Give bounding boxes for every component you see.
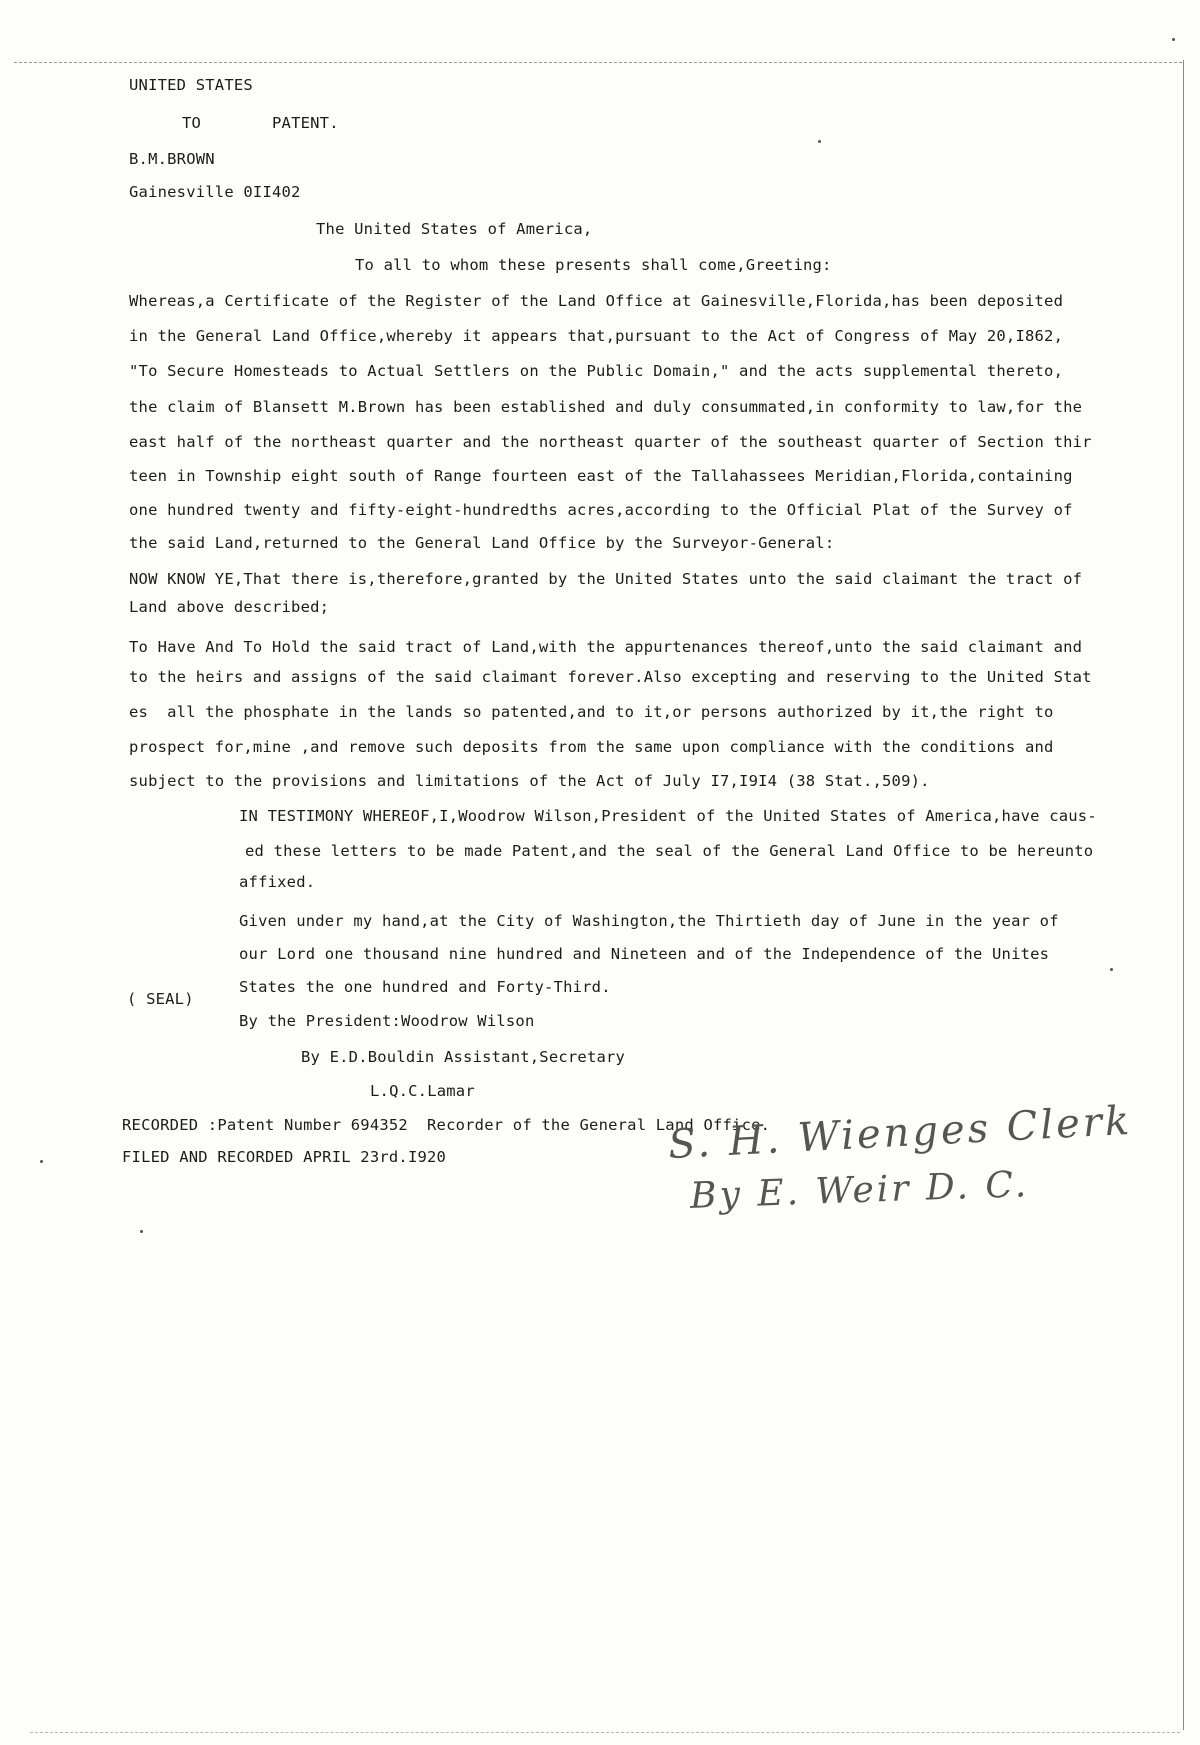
office-serial: Gainesville 0II402	[129, 183, 301, 201]
body-line: to the heirs and assigns of the said claimant forever.Also excepting and reserving to the United Stat	[129, 668, 1092, 686]
header-united-states: UNITED STATES	[129, 76, 253, 94]
scan-speck	[40, 1160, 43, 1163]
page-top-edge	[14, 62, 1182, 63]
body-line: Land above described;	[129, 598, 330, 616]
scan-speck	[140, 1230, 143, 1233]
filed-line: FILED AND RECORDED APRIL 23rd.I920	[122, 1148, 447, 1166]
given-line: our Lord one thousand nine hundred and Nineteen and of the Independence of the Unites	[239, 945, 1050, 963]
recorded-line: RECORDED :Patent Number 694352 Recorder of the General Land Office.	[122, 1116, 771, 1134]
handwritten-clerk-signature: S. H. Wienges Clerk	[667, 1097, 1134, 1169]
salutation-line-1: The United States of America,	[316, 220, 593, 238]
salutation-line-2: To all to whom these presents shall come,Greeting:	[355, 256, 832, 274]
testimony-line: ed these letters to be made Patent,and the seal of the General Land Office to be hereunto	[245, 842, 1094, 860]
body-line: teen in Township eight south of Range fourteen east of the Tallahassees Meridian,Florida,containing	[129, 467, 1073, 485]
body-line: one hundred twenty and fifty-eight-hundredths acres,according to the Official Plat of the Survey of	[129, 501, 1073, 519]
body-line: subject to the provisions and limitations of the Act of July I7,I9I4 (38 Stat.,509).	[129, 772, 930, 790]
header-patent: PATENT.	[272, 114, 339, 132]
body-line: NOW KNOW YE,That there is,therefore,granted by the United States unto the said claimant the tract of	[129, 570, 1083, 588]
given-line: Given under my hand,at the City of Washington,the Thirtieth day of June in the year of	[239, 912, 1059, 930]
seal-marker: ( SEAL)	[127, 990, 194, 1008]
assistant-secretary: By E.D.Bouldin Assistant,Secretary	[301, 1048, 626, 1066]
page-bottom-edge	[30, 1732, 1180, 1733]
testimony-line: affixed.	[239, 873, 316, 891]
body-line: the said Land,returned to the General Land Office by the Surveyor-General:	[129, 534, 835, 552]
testimony-line: IN TESTIMONY WHEREOF,I,Woodrow Wilson,President of the United States of America,have caus-	[239, 807, 1097, 825]
header-to: TO	[182, 114, 202, 132]
scan-speck	[1172, 38, 1175, 41]
body-line: the claim of Blansett M.Brown has been established and duly consummated,in conformity to law,for the	[129, 398, 1083, 416]
body-line: es all the phosphate in the lands so patented,and to it,or persons authorized by it,the right to	[129, 703, 1054, 721]
body-line: "To Secure Homesteads to Actual Settlers on the Public Domain," and the acts supplemental thereto,	[129, 362, 1064, 380]
handwritten-deputy-signature: By E. Weir D. C.	[689, 1164, 1030, 1217]
page-right-edge	[1183, 60, 1184, 1730]
scan-speck	[1110, 968, 1113, 971]
body-line: Whereas,a Certificate of the Register of the Land Office at Gainesville,Florida,has been deposited	[129, 292, 1064, 310]
recorder-name: L.Q.C.Lamar	[370, 1082, 475, 1100]
by-the-president: By the President:Woodrow Wilson	[239, 1012, 535, 1030]
body-line: prospect for,mine ,and remove such deposits from the same upon compliance with the conditions and	[129, 738, 1054, 756]
body-line: To Have And To Hold the said tract of Land,with the appurtenances thereof,unto the said claimant and	[129, 638, 1083, 656]
grantee-name: B.M.BROWN	[129, 150, 215, 168]
scan-speck	[818, 140, 821, 143]
body-line: east half of the northeast quarter and the northeast quarter of the southeast quarter of Section thir	[129, 433, 1092, 451]
body-line: in the General Land Office,whereby it appears that,pursuant to the Act of Congress of May 20,I862,	[129, 327, 1064, 345]
given-line: States the one hundred and Forty-Third.	[239, 978, 611, 996]
